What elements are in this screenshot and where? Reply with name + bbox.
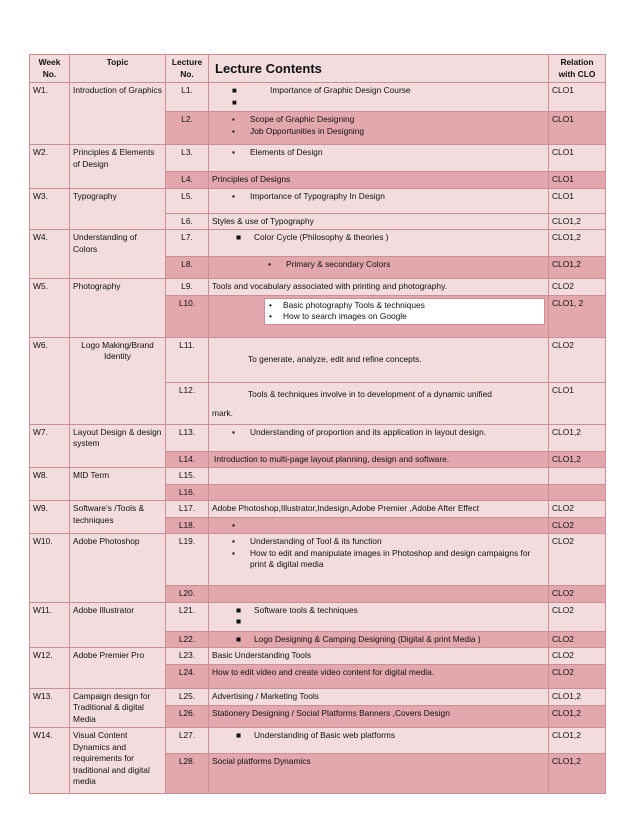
- week-cell: W12.: [30, 648, 70, 689]
- topic-cell: Layout Design & design system: [70, 424, 166, 468]
- topic-cell: Campaign design for Traditional & digital Media: [70, 688, 166, 728]
- header-row: [30, 55, 606, 83]
- list-item-text: Color Cycle (Philosophy & theories ): [254, 232, 389, 242]
- table-row: [30, 728, 606, 754]
- table-row: [30, 501, 606, 518]
- contents-cell: [209, 602, 549, 631]
- lecture-cell: L3.: [166, 145, 209, 172]
- clo-cell: CLO1,2: [549, 451, 606, 468]
- contents-text: mark.: [212, 408, 233, 418]
- clo-cell: [549, 468, 606, 485]
- square-bullet-icon: ▪: [232, 190, 235, 201]
- clo-cell: CLO2: [549, 517, 606, 534]
- contents-cell: Principles of Designs: [209, 172, 549, 189]
- contents-cell: [209, 517, 549, 534]
- list-item: [212, 114, 545, 126]
- week-cell: W7.: [30, 424, 70, 468]
- lecture-cell: L20.: [166, 586, 209, 603]
- contents-cell: [209, 586, 549, 603]
- table-row: [30, 648, 606, 665]
- lecture-cell: L7.: [166, 230, 209, 257]
- topic-cell: MID Term: [70, 468, 166, 501]
- table-row: [30, 688, 606, 706]
- contents-cell: Basic Understanding Tools: [209, 648, 549, 665]
- header-lecture: Lecture No.: [166, 55, 209, 83]
- clo-cell: CLO1: [549, 145, 606, 172]
- square-bullet-icon: ■: [232, 97, 237, 107]
- week-cell: W8.: [30, 468, 70, 501]
- table-row: [30, 279, 606, 296]
- square-bullet-icon: ▪: [232, 426, 235, 437]
- list-item: [212, 191, 545, 203]
- lecture-cell: L14.: [166, 451, 209, 468]
- square-bullet-icon: ■: [232, 86, 237, 95]
- square-bullet-icon: ■: [236, 604, 242, 615]
- list-item-text: Software tools & techniques: [254, 604, 358, 615]
- lecture-cell: L15.: [166, 468, 209, 485]
- list-item-text: Job Opportunities in Designing: [250, 125, 365, 136]
- header-week: Week No.: [30, 55, 70, 83]
- contents-cell: Styles & use of Typography: [209, 213, 549, 230]
- week-cell: W10.: [30, 534, 70, 603]
- week-cell: W1.: [30, 83, 70, 145]
- table-row: [30, 602, 606, 631]
- table-row: [30, 424, 606, 451]
- clo-cell: CLO2: [549, 279, 606, 296]
- list-item-text: Understanding of proportion and its application in layout design.: [250, 426, 487, 437]
- lecture-cell: L27.: [166, 728, 209, 754]
- clo-cell: [549, 484, 606, 501]
- clo-cell: CLO1,2: [549, 728, 606, 754]
- clo-cell: CLO1,2: [549, 424, 606, 451]
- square-bullet-icon: ■: [236, 730, 242, 740]
- contents-cell: Advertising / Marketing Tools: [209, 688, 549, 706]
- clo-cell: CLO1,2: [549, 213, 606, 230]
- list-item-text: Scope of Graphic Designing: [250, 114, 355, 124]
- list-item: [212, 548, 545, 571]
- topic-cell: Introduction of Graphics: [70, 83, 166, 145]
- clo-cell: CLO1: [549, 112, 606, 145]
- contents-cell: Social platforms Dynamics: [209, 754, 549, 794]
- week-cell: W6.: [30, 337, 70, 424]
- contents-cell: [209, 230, 549, 257]
- square-bullet-icon: ▪: [232, 147, 235, 157]
- contents-cell: [209, 112, 549, 145]
- square-bullet-icon: ▪: [232, 519, 235, 530]
- topic-cell: Typography: [70, 188, 166, 230]
- lecture-cell: L26.: [166, 706, 209, 728]
- list-item-text: Primary & secondary Colors: [286, 259, 391, 269]
- list-item: [212, 126, 545, 138]
- week-cell: W2.: [30, 145, 70, 189]
- contents-cell: [209, 728, 549, 754]
- clo-cell: CLO1,2: [549, 230, 606, 257]
- list-item-text: Importance of Typography In Design: [250, 190, 385, 201]
- list-item-text: Understanding of Tool & its function: [250, 536, 382, 546]
- contents-cell: [209, 451, 549, 468]
- contents-cell: [209, 83, 549, 112]
- contents-cell: Stationery Designing / Social Platforms Banners ,Covers Design: [209, 706, 549, 728]
- lecture-cell: L23.: [166, 648, 209, 665]
- clo-cell: CLO1, 2: [549, 295, 606, 337]
- contents-text: To generate, analyze, edit and refine concepts.: [248, 353, 422, 364]
- list-item: [212, 605, 545, 617]
- topic-cell: Principles & Elements of Design: [70, 145, 166, 189]
- clo-cell: CLO1,2: [549, 706, 606, 728]
- topic-cell: Logo Making/Brand Identity: [70, 337, 166, 424]
- table-row: [30, 337, 606, 382]
- square-bullet-icon: ▪: [232, 115, 235, 124]
- contents-cell: [209, 145, 549, 172]
- table-row: [30, 534, 606, 586]
- list-item: [212, 427, 545, 439]
- lecture-cell: L11.: [166, 337, 209, 382]
- topic-cell: Understanding of Colors: [70, 230, 166, 279]
- lecture-cell: L2.: [166, 112, 209, 145]
- contents-text: Introduction to multi-page layout planning, design and software.: [214, 453, 450, 464]
- square-bullet-icon: ■: [236, 232, 242, 242]
- lecture-cell: L25.: [166, 688, 209, 706]
- contents-text: Tools & techniques involve in to development of a dynamic unified: [248, 388, 492, 399]
- clo-cell: CLO1,2: [549, 257, 606, 279]
- clo-cell: CLO1: [549, 172, 606, 189]
- topic-cell: Adobe Premier Pro: [70, 648, 166, 689]
- week-cell: W14.: [30, 728, 70, 794]
- table-row: [30, 83, 606, 112]
- week-cell: W11.: [30, 602, 70, 648]
- square-bullet-icon: ▪: [232, 547, 235, 558]
- clo-cell: CLO1: [549, 83, 606, 112]
- square-bullet-icon: ▪: [232, 536, 235, 546]
- contents-cell: [209, 382, 549, 424]
- contents-cell: [209, 424, 549, 451]
- list-item: [212, 536, 545, 548]
- topic-cell: Software’s /Tools & techniques: [70, 501, 166, 534]
- clo-cell: CLO1: [549, 382, 606, 424]
- lecture-cell: L19.: [166, 534, 209, 586]
- clo-cell: CLO1,2: [549, 754, 606, 794]
- list-item: [265, 300, 544, 312]
- list-item-text: Logo Designing & Camping Designing (Digital & print Media ): [254, 633, 481, 644]
- bullet-box: [264, 298, 545, 325]
- square-bullet-icon: ▪: [232, 126, 235, 136]
- list-item: [265, 311, 544, 323]
- clo-cell: CLO2: [549, 664, 606, 688]
- lecture-cell: L24.: [166, 664, 209, 688]
- table-row: [30, 145, 606, 172]
- topic-cell: Visual Content Dynamics and requirements for traditional and digital media: [70, 728, 166, 794]
- list-item-text: How to edit and manipulate images in Photoshop and design campaigns for print & digital media: [250, 547, 531, 569]
- week-cell: W4.: [30, 230, 70, 279]
- list-item: [212, 730, 545, 742]
- list-item: [212, 259, 545, 271]
- header-relation-clo: Relation with CLO: [549, 55, 606, 83]
- week-cell: W13.: [30, 688, 70, 728]
- clo-cell: CLO1: [549, 188, 606, 213]
- list-item: [212, 147, 545, 159]
- lecture-cell: L1.: [166, 83, 209, 112]
- topic-cell: Adobe Photoshop: [70, 534, 166, 603]
- lecture-cell: L18.: [166, 517, 209, 534]
- list-item-text: Importance of Graphic Design Course: [270, 85, 411, 95]
- list-item-text: How to search images on Google: [283, 311, 407, 321]
- topic-cell: Photography: [70, 279, 166, 338]
- dot-bullet-icon: •: [269, 299, 272, 310]
- clo-cell: CLO2: [549, 534, 606, 586]
- table-row: [30, 188, 606, 213]
- list-item-text: Understanding of Basic web platforms: [254, 730, 396, 740]
- lecture-plan-document: [29, 54, 605, 794]
- lecture-cell: L9.: [166, 279, 209, 296]
- clo-cell: CLO2: [549, 631, 606, 648]
- contents-cell: Tools and vocabulary associated with printing and photography.: [209, 279, 549, 296]
- list-item-text: Elements of Design: [250, 147, 323, 157]
- header-lecture-contents: Lecture Contents: [209, 55, 549, 83]
- lecture-cell: L28.: [166, 754, 209, 794]
- lecture-plan-table: [29, 54, 606, 794]
- table-row: [30, 468, 606, 485]
- clo-cell: CLO2: [549, 337, 606, 382]
- lecture-cell: L8.: [166, 257, 209, 279]
- topic-cell: Adobe Illustrator: [70, 602, 166, 648]
- contents-cell: [209, 468, 549, 485]
- clo-cell: CLO2: [549, 648, 606, 665]
- table-row: [30, 230, 606, 257]
- contents-cell: [209, 484, 549, 501]
- contents-cell: [209, 188, 549, 213]
- square-bullet-icon: ▪: [268, 259, 271, 269]
- contents-cell: [209, 257, 549, 279]
- clo-cell: CLO2: [549, 586, 606, 603]
- list-item: [212, 232, 545, 244]
- contents-cell: Adobe Photoshop,Illustrator,Indesign,Adobe Premier ,Adobe After Effect: [209, 501, 549, 518]
- lecture-cell: L4.: [166, 172, 209, 189]
- list-item-text: Basic photography Tools & techniques: [283, 299, 425, 310]
- week-cell: W5.: [30, 279, 70, 338]
- list-item: [212, 634, 545, 646]
- lecture-cell: L13.: [166, 424, 209, 451]
- lecture-cell: L5.: [166, 188, 209, 213]
- clo-cell: CLO1,2: [549, 688, 606, 706]
- week-cell: W3.: [30, 188, 70, 230]
- contents-cell: [209, 631, 549, 648]
- header-topic: Topic: [70, 55, 166, 83]
- square-bullet-icon: ■: [236, 633, 242, 644]
- clo-cell: CLO2: [549, 602, 606, 631]
- lecture-cell: L16.: [166, 484, 209, 501]
- dot-bullet-icon: •: [269, 311, 272, 321]
- clo-cell: CLO2: [549, 501, 606, 518]
- lecture-cell: L17.: [166, 501, 209, 518]
- list-item: [212, 85, 545, 97]
- contents-cell: How to edit video and create video content for digital media.: [209, 664, 549, 688]
- square-bullet-icon: ■: [236, 616, 242, 626]
- lecture-cell: L6.: [166, 213, 209, 230]
- lecture-cell: L21.: [166, 602, 209, 631]
- week-cell: W9.: [30, 501, 70, 534]
- contents-cell: [209, 337, 549, 382]
- lecture-cell: L10.: [166, 295, 209, 337]
- lecture-cell: L22.: [166, 631, 209, 648]
- contents-cell: [209, 295, 549, 337]
- lecture-cell: L12.: [166, 382, 209, 424]
- contents-cell: [209, 534, 549, 586]
